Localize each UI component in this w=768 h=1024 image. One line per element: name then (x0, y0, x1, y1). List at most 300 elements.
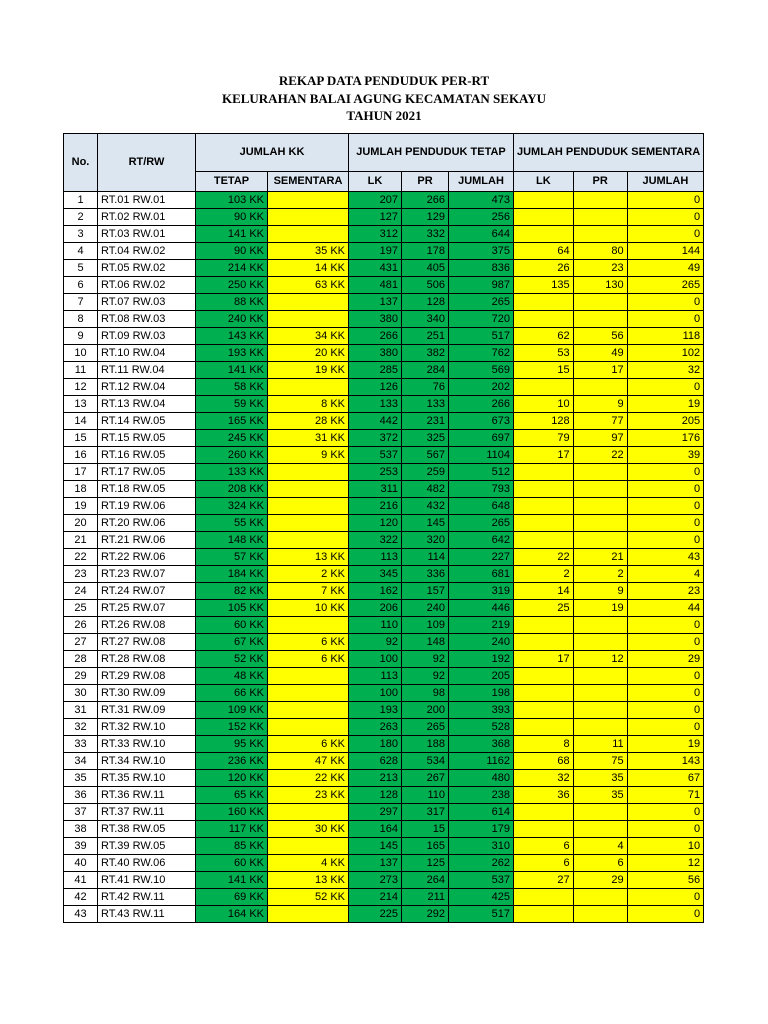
table-row (64, 668, 704, 685)
cell-tetap-lk: 345 (349, 566, 402, 583)
cell-no: 1 (64, 192, 98, 209)
cell-sementara-jumlah: 0 (627, 515, 704, 532)
table-row (64, 277, 704, 294)
cell-sementara-jumlah: 0 (627, 821, 704, 838)
cell-tetap-jumlah: 446 (449, 600, 514, 617)
cell-sementara-pr (573, 617, 627, 634)
cell-kk-sementara: 52 KK (268, 889, 349, 906)
cell-tetap-pr: 320 (402, 532, 449, 549)
cell-rtrw: RT.38 RW.05 (98, 821, 196, 838)
cell-tetap-pr: 188 (402, 736, 449, 753)
cell-tetap-pr: 165 (402, 838, 449, 855)
cell-sementara-lk: 27 (514, 872, 574, 889)
cell-tetap-jumlah: 319 (449, 583, 514, 600)
cell-sementara-jumlah: 0 (627, 498, 704, 515)
cell-sementara-lk (514, 311, 574, 328)
cell-kk-tetap: 120 KK (196, 770, 268, 787)
cell-tetap-jumlah: 310 (449, 838, 514, 855)
cell-kk-tetap: 58 KK (196, 379, 268, 396)
cell-sementara-jumlah: 118 (627, 328, 704, 345)
cell-rtrw: RT.37 RW.11 (98, 804, 196, 821)
cell-sementara-pr: 97 (573, 430, 627, 447)
table-row (64, 651, 704, 668)
cell-tetap-lk: 216 (349, 498, 402, 515)
cell-rtrw: RT.27 RW.08 (98, 634, 196, 651)
table-row (64, 804, 704, 821)
cell-tetap-jumlah: 198 (449, 685, 514, 702)
cell-sementara-lk (514, 209, 574, 226)
cell-sementara-jumlah: 0 (627, 464, 704, 481)
cell-sementara-lk: 6 (514, 838, 574, 855)
cell-tetap-pr: 109 (402, 617, 449, 634)
cell-kk-tetap: 141 KK (196, 226, 268, 243)
table-body (64, 192, 704, 923)
table-row (64, 328, 704, 345)
cell-kk-tetap: 60 KK (196, 617, 268, 634)
cell-sementara-jumlah: 0 (627, 804, 704, 821)
cell-kk-tetap: 184 KK (196, 566, 268, 583)
table-row (64, 192, 704, 209)
table-row (64, 396, 704, 413)
cell-kk-tetap: 90 KK (196, 209, 268, 226)
cell-sementara-jumlah: 0 (627, 702, 704, 719)
cell-kk-tetap: 133 KK (196, 464, 268, 481)
cell-kk-sementara: 20 KK (268, 345, 349, 362)
cell-tetap-pr: 251 (402, 328, 449, 345)
cell-sementara-jumlah: 19 (627, 736, 704, 753)
cell-sementara-jumlah: 0 (627, 889, 704, 906)
cell-no: 9 (64, 328, 98, 345)
cell-sementara-lk: 62 (514, 328, 574, 345)
cell-sementara-lk: 10 (514, 396, 574, 413)
cell-sementara-jumlah: 0 (627, 685, 704, 702)
cell-sementara-pr (573, 464, 627, 481)
header-tetap-jumlah: JUMLAH (449, 172, 514, 192)
cell-sementara-lk (514, 617, 574, 634)
cell-sementara-pr: 77 (573, 413, 627, 430)
cell-sementara-jumlah: 23 (627, 583, 704, 600)
cell-kk-tetap: 57 KK (196, 549, 268, 566)
cell-no: 39 (64, 838, 98, 855)
cell-tetap-pr: 231 (402, 413, 449, 430)
cell-tetap-jumlah: 179 (449, 821, 514, 838)
cell-tetap-pr: 200 (402, 702, 449, 719)
cell-no: 19 (64, 498, 98, 515)
cell-sementara-lk: 17 (514, 651, 574, 668)
header-sementara-lk: LK (514, 172, 574, 192)
table-row (64, 889, 704, 906)
cell-tetap-pr: 265 (402, 719, 449, 736)
cell-kk-sementara (268, 311, 349, 328)
cell-sementara-jumlah: 144 (627, 243, 704, 260)
cell-tetap-pr: 211 (402, 889, 449, 906)
cell-tetap-lk: 263 (349, 719, 402, 736)
cell-sementara-lk (514, 685, 574, 702)
table-row (64, 481, 704, 498)
cell-kk-sementara: 47 KK (268, 753, 349, 770)
cell-kk-tetap: 55 KK (196, 515, 268, 532)
cell-tetap-lk: 162 (349, 583, 402, 600)
cell-sementara-pr: 23 (573, 260, 627, 277)
table-row (64, 447, 704, 464)
cell-kk-sementara (268, 906, 349, 923)
cell-sementara-jumlah: 0 (627, 719, 704, 736)
cell-sementara-pr: 6 (573, 855, 627, 872)
cell-sementara-jumlah: 29 (627, 651, 704, 668)
cell-tetap-jumlah: 762 (449, 345, 514, 362)
cell-sementara-pr (573, 804, 627, 821)
cell-rtrw: RT.39 RW.05 (98, 838, 196, 855)
table-row (64, 260, 704, 277)
cell-kk-tetap: 240 KK (196, 311, 268, 328)
cell-no: 22 (64, 549, 98, 566)
header-sementara-pr: PR (573, 172, 627, 192)
cell-tetap-pr: 534 (402, 753, 449, 770)
cell-sementara-pr (573, 311, 627, 328)
cell-tetap-lk: 214 (349, 889, 402, 906)
cell-sementara-pr (573, 821, 627, 838)
cell-no: 27 (64, 634, 98, 651)
population-table (63, 133, 704, 923)
table-row (64, 430, 704, 447)
cell-sementara-jumlah: 0 (627, 668, 704, 685)
cell-sementara-pr: 56 (573, 328, 627, 345)
cell-tetap-lk: 164 (349, 821, 402, 838)
cell-tetap-jumlah: 681 (449, 566, 514, 583)
cell-sementara-jumlah: 4 (627, 566, 704, 583)
cell-sementara-pr (573, 668, 627, 685)
cell-no: 25 (64, 600, 98, 617)
cell-tetap-jumlah: 375 (449, 243, 514, 260)
cell-no: 16 (64, 447, 98, 464)
cell-rtrw: RT.02 RW.01 (98, 209, 196, 226)
cell-no: 30 (64, 685, 98, 702)
cell-sementara-pr (573, 498, 627, 515)
table-row (64, 413, 704, 430)
cell-tetap-lk: 380 (349, 345, 402, 362)
cell-kk-sementara: 6 KK (268, 736, 349, 753)
cell-tetap-lk: 145 (349, 838, 402, 855)
cell-tetap-pr: 178 (402, 243, 449, 260)
cell-rtrw: RT.19 RW.06 (98, 498, 196, 515)
cell-kk-tetap: 82 KK (196, 583, 268, 600)
cell-kk-tetap: 164 KK (196, 906, 268, 923)
cell-tetap-jumlah: 238 (449, 787, 514, 804)
cell-tetap-pr: 148 (402, 634, 449, 651)
cell-tetap-pr: 110 (402, 787, 449, 804)
cell-tetap-jumlah: 793 (449, 481, 514, 498)
table-row (64, 855, 704, 872)
header-jumlah-kk: JUMLAH KK (196, 134, 349, 172)
cell-sementara-lk (514, 192, 574, 209)
cell-kk-tetap: 260 KK (196, 447, 268, 464)
cell-tetap-jumlah: 265 (449, 294, 514, 311)
cell-tetap-lk: 273 (349, 872, 402, 889)
cell-sementara-lk (514, 226, 574, 243)
cell-sementara-jumlah: 0 (627, 379, 704, 396)
table-row (64, 566, 704, 583)
cell-tetap-jumlah: 1162 (449, 753, 514, 770)
cell-sementara-pr (573, 481, 627, 498)
cell-tetap-pr: 432 (402, 498, 449, 515)
cell-kk-tetap: 148 KK (196, 532, 268, 549)
cell-kk-tetap: 165 KK (196, 413, 268, 430)
cell-sementara-jumlah: 71 (627, 787, 704, 804)
cell-sementara-jumlah: 32 (627, 362, 704, 379)
cell-tetap-jumlah: 697 (449, 430, 514, 447)
cell-tetap-lk: 481 (349, 277, 402, 294)
header-tetap-pr: PR (402, 172, 449, 192)
cell-kk-tetap: 143 KK (196, 328, 268, 345)
cell-tetap-pr: 340 (402, 311, 449, 328)
cell-tetap-pr: 332 (402, 226, 449, 243)
cell-rtrw: RT.31 RW.09 (98, 702, 196, 719)
cell-tetap-jumlah: 368 (449, 736, 514, 753)
cell-kk-sementara (268, 804, 349, 821)
cell-sementara-jumlah: 43 (627, 549, 704, 566)
cell-tetap-jumlah: 240 (449, 634, 514, 651)
cell-no: 6 (64, 277, 98, 294)
cell-no: 43 (64, 906, 98, 923)
header-kk-tetap: TETAP (196, 172, 268, 192)
cell-no: 4 (64, 243, 98, 260)
cell-sementara-lk (514, 481, 574, 498)
cell-sementara-pr: 2 (573, 566, 627, 583)
cell-rtrw: RT.24 RW.07 (98, 583, 196, 600)
cell-sementara-pr: 80 (573, 243, 627, 260)
table-row (64, 685, 704, 702)
cell-sementara-lk: 15 (514, 362, 574, 379)
table-row (64, 600, 704, 617)
table-row (64, 498, 704, 515)
cell-sementara-pr (573, 192, 627, 209)
cell-no: 20 (64, 515, 98, 532)
cell-sementara-jumlah: 0 (627, 634, 704, 651)
cell-sementara-pr: 4 (573, 838, 627, 855)
cell-kk-sementara: 23 KK (268, 787, 349, 804)
cell-sementara-lk (514, 702, 574, 719)
cell-sementara-lk (514, 906, 574, 923)
cell-sementara-pr (573, 226, 627, 243)
cell-rtrw: RT.42 RW.11 (98, 889, 196, 906)
cell-sementara-jumlah: 67 (627, 770, 704, 787)
cell-kk-sementara: 10 KK (268, 600, 349, 617)
cell-sementara-lk (514, 804, 574, 821)
cell-kk-sementara (268, 617, 349, 634)
cell-sementara-lk: 8 (514, 736, 574, 753)
cell-sementara-pr (573, 719, 627, 736)
cell-no: 5 (64, 260, 98, 277)
cell-sementara-jumlah: 102 (627, 345, 704, 362)
cell-sementara-pr: 35 (573, 770, 627, 787)
cell-kk-sementara (268, 226, 349, 243)
cell-kk-tetap: 90 KK (196, 243, 268, 260)
cell-sementara-pr (573, 685, 627, 702)
header-penduduk-tetap: JUMLAH PENDUDUK TETAP (349, 134, 514, 172)
cell-no: 8 (64, 311, 98, 328)
cell-rtrw: RT.28 RW.08 (98, 651, 196, 668)
table-row (64, 634, 704, 651)
cell-tetap-lk: 431 (349, 260, 402, 277)
cell-sementara-lk: 26 (514, 260, 574, 277)
cell-rtrw: RT.17 RW.05 (98, 464, 196, 481)
cell-kk-tetap: 141 KK (196, 362, 268, 379)
cell-no: 36 (64, 787, 98, 804)
table-row (64, 362, 704, 379)
cell-sementara-pr: 19 (573, 600, 627, 617)
cell-tetap-pr: 145 (402, 515, 449, 532)
cell-tetap-lk: 372 (349, 430, 402, 447)
cell-tetap-pr: 266 (402, 192, 449, 209)
report-title-line-3: TAHUN 2021 (346, 108, 422, 123)
cell-tetap-pr: 125 (402, 855, 449, 872)
cell-tetap-jumlah: 642 (449, 532, 514, 549)
cell-rtrw: RT.32 RW.10 (98, 719, 196, 736)
cell-kk-sementara: 63 KK (268, 277, 349, 294)
cell-tetap-lk: 266 (349, 328, 402, 345)
table-row (64, 549, 704, 566)
cell-tetap-jumlah: 537 (449, 872, 514, 889)
cell-tetap-pr: 76 (402, 379, 449, 396)
table-row (64, 770, 704, 787)
cell-rtrw: RT.11 RW.04 (98, 362, 196, 379)
table-row (64, 243, 704, 260)
cell-sementara-jumlah: 44 (627, 600, 704, 617)
cell-tetap-pr: 567 (402, 447, 449, 464)
table-row (64, 464, 704, 481)
cell-kk-sementara: 19 KK (268, 362, 349, 379)
cell-kk-sementara (268, 719, 349, 736)
cell-sementara-jumlah: 205 (627, 413, 704, 430)
cell-kk-tetap: 245 KK (196, 430, 268, 447)
cell-tetap-jumlah: 192 (449, 651, 514, 668)
cell-kk-tetap: 117 KK (196, 821, 268, 838)
cell-tetap-pr: 264 (402, 872, 449, 889)
cell-sementara-lk (514, 498, 574, 515)
cell-kk-sementara: 8 KK (268, 396, 349, 413)
cell-sementara-jumlah: 49 (627, 260, 704, 277)
cell-rtrw: RT.33 RW.10 (98, 736, 196, 753)
cell-rtrw: RT.04 RW.02 (98, 243, 196, 260)
cell-kk-sementara (268, 481, 349, 498)
cell-no: 35 (64, 770, 98, 787)
cell-sementara-lk (514, 719, 574, 736)
cell-tetap-lk: 113 (349, 668, 402, 685)
cell-rtrw: RT.26 RW.08 (98, 617, 196, 634)
cell-kk-tetap: 160 KK (196, 804, 268, 821)
cell-no: 10 (64, 345, 98, 362)
cell-sementara-pr (573, 906, 627, 923)
table-row (64, 736, 704, 753)
cell-kk-sementara (268, 294, 349, 311)
cell-kk-tetap: 48 KK (196, 668, 268, 685)
cell-sementara-jumlah: 0 (627, 311, 704, 328)
cell-rtrw: RT.36 RW.11 (98, 787, 196, 804)
cell-rtrw: RT.25 RW.07 (98, 600, 196, 617)
cell-rtrw: RT.12 RW.04 (98, 379, 196, 396)
cell-tetap-jumlah: 227 (449, 549, 514, 566)
cell-no: 38 (64, 821, 98, 838)
cell-kk-tetap: 88 KK (196, 294, 268, 311)
cell-sementara-lk (514, 515, 574, 532)
cell-no: 26 (64, 617, 98, 634)
cell-sementara-pr: 9 (573, 396, 627, 413)
header-sementara-jumlah: JUMLAH (627, 172, 704, 192)
cell-tetap-lk: 100 (349, 685, 402, 702)
cell-sementara-jumlah: 0 (627, 906, 704, 923)
cell-sementara-lk: 6 (514, 855, 574, 872)
cell-kk-tetap: 60 KK (196, 855, 268, 872)
cell-kk-sementara (268, 209, 349, 226)
cell-rtrw: RT.43 RW.11 (98, 906, 196, 923)
cell-tetap-lk: 110 (349, 617, 402, 634)
cell-sementara-pr (573, 702, 627, 719)
table-row (64, 906, 704, 923)
report-title-line-2: KELURAHAN BALAI AGUNG KECAMATAN SEKAYU (221, 91, 547, 106)
cell-kk-tetap: 141 KK (196, 872, 268, 889)
cell-kk-sementara: 6 KK (268, 651, 349, 668)
cell-tetap-jumlah: 512 (449, 464, 514, 481)
cell-sementara-lk (514, 532, 574, 549)
cell-sementara-pr: 29 (573, 872, 627, 889)
cell-tetap-pr: 92 (402, 668, 449, 685)
cell-kk-sementara: 4 KK (268, 855, 349, 872)
header-no: No. (64, 134, 98, 192)
cell-kk-tetap: 324 KK (196, 498, 268, 515)
cell-kk-sementara: 13 KK (268, 549, 349, 566)
header-kk-sementara: SEMENTARA (268, 172, 349, 192)
cell-kk-tetap: 69 KK (196, 889, 268, 906)
cell-sementara-lk: 32 (514, 770, 574, 787)
cell-sementara-pr: 35 (573, 787, 627, 804)
cell-kk-sementara (268, 498, 349, 515)
cell-tetap-lk: 442 (349, 413, 402, 430)
cell-kk-tetap: 105 KK (196, 600, 268, 617)
cell-kk-tetap: 152 KK (196, 719, 268, 736)
cell-sementara-lk: 22 (514, 549, 574, 566)
cell-tetap-jumlah: 219 (449, 617, 514, 634)
cell-tetap-lk: 213 (349, 770, 402, 787)
cell-tetap-pr: 98 (402, 685, 449, 702)
cell-rtrw: RT.15 RW.05 (98, 430, 196, 447)
cell-kk-sementara: 31 KK (268, 430, 349, 447)
cell-kk-sementara (268, 532, 349, 549)
cell-kk-tetap: 214 KK (196, 260, 268, 277)
cell-rtrw: RT.35 RW.10 (98, 770, 196, 787)
cell-tetap-jumlah: 473 (449, 192, 514, 209)
cell-rtrw: RT.23 RW.07 (98, 566, 196, 583)
cell-rtrw: RT.08 RW.03 (98, 311, 196, 328)
cell-sementara-jumlah: 12 (627, 855, 704, 872)
cell-tetap-lk: 311 (349, 481, 402, 498)
table-row (64, 821, 704, 838)
cell-rtrw: RT.09 RW.03 (98, 328, 196, 345)
cell-no: 29 (64, 668, 98, 685)
cell-kk-tetap: 95 KK (196, 736, 268, 753)
cell-sementara-lk: 128 (514, 413, 574, 430)
cell-sementara-pr: 11 (573, 736, 627, 753)
table-row (64, 787, 704, 804)
cell-kk-sementara (268, 838, 349, 855)
cell-no: 17 (64, 464, 98, 481)
cell-sementara-pr: 49 (573, 345, 627, 362)
cell-tetap-lk: 126 (349, 379, 402, 396)
cell-rtrw: RT.20 RW.06 (98, 515, 196, 532)
cell-no: 33 (64, 736, 98, 753)
cell-tetap-pr: 482 (402, 481, 449, 498)
cell-sementara-pr (573, 515, 627, 532)
cell-sementara-lk: 25 (514, 600, 574, 617)
